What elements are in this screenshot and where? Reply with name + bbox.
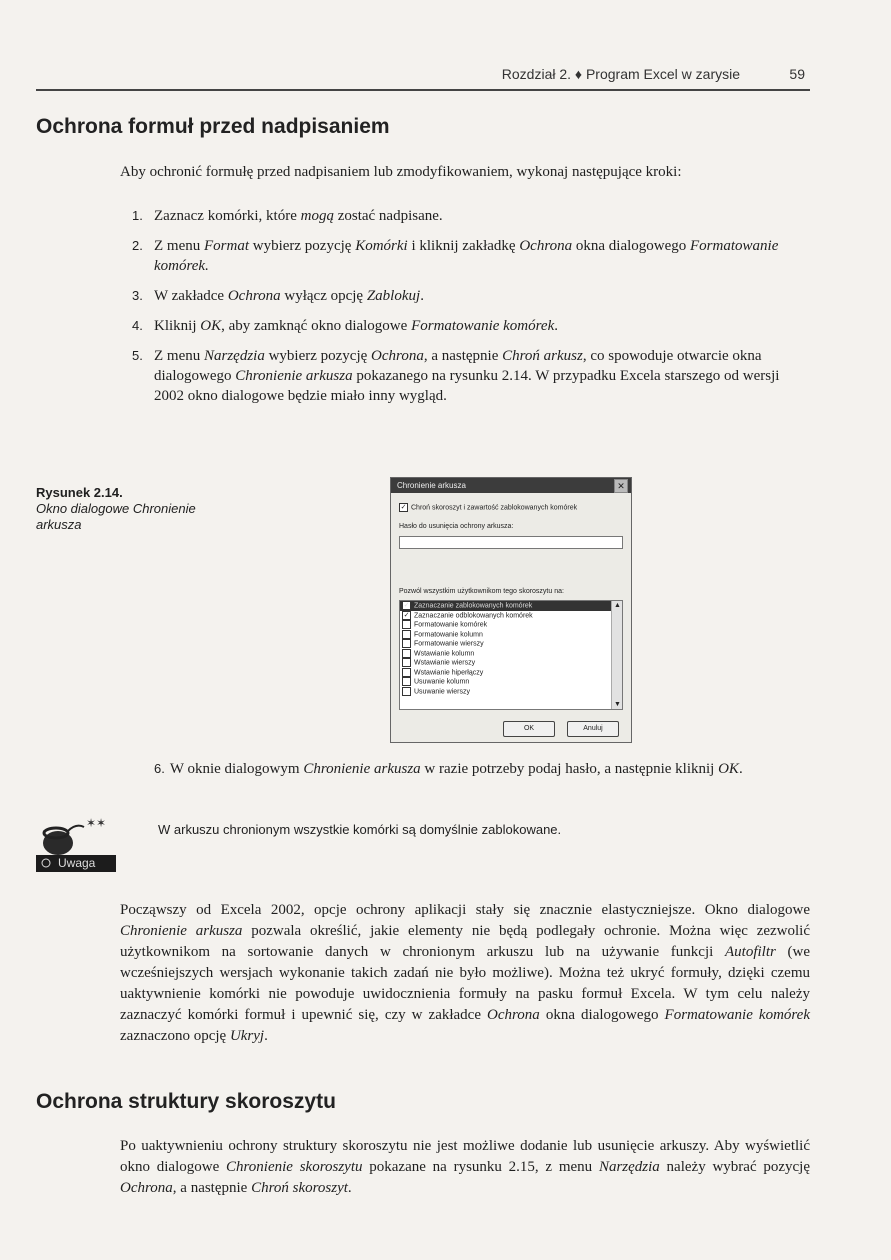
figure-caption (36, 485, 226, 533)
permission-checkbox[interactable] (402, 620, 411, 629)
figure-description: Okno dialogowe Chronienie arkusza (36, 501, 196, 532)
permission-item[interactable] (400, 639, 622, 649)
permission-checkbox[interactable] (402, 677, 411, 686)
section-title-formula-protection: Ochrona formuł przed nadpisaniem (36, 115, 390, 138)
permission-label: Wstawianie hiperłączy (414, 668, 484, 676)
step-text: W oknie dialogowym Chronienie arkusza w razie potrzeby podaj hasło, a następnie kliknij OK. (169, 761, 743, 777)
protect-option[interactable] (399, 503, 577, 512)
permission-item[interactable] (400, 687, 622, 697)
intro-paragraph: Aby ochronić formułę przed nadpisaniem lub zmodyfikowaniem, wykonaj następujące kroki: (120, 164, 682, 180)
note-label: Uwaga (58, 856, 96, 870)
dialog-title: Chronienie arkusza (397, 481, 466, 490)
permission-checkbox[interactable]: ✓ (403, 602, 410, 609)
permission-checkbox[interactable] (402, 630, 411, 639)
permission-checkbox[interactable]: ✓ (403, 611, 410, 619)
step-text: Kliknij OK, aby zamknąć okno dialogowe Formatowanie komórek. (154, 318, 558, 334)
permission-label: Zaznaczanie zablokowanych komórek (414, 602, 533, 610)
protect-checkbox[interactable]: ✓ (400, 504, 407, 511)
scroll-up-icon[interactable]: ▲ (614, 602, 621, 609)
permission-checkbox[interactable] (402, 687, 411, 696)
step-number: 4. (132, 318, 143, 333)
note-icon (36, 813, 122, 873)
section-title-workbook-protection: Ochrona struktury skoroszytu (36, 1090, 336, 1113)
permission-item[interactable] (400, 658, 622, 668)
step-number: 6. (154, 761, 165, 776)
permission-label: Usuwanie wierszy (414, 687, 471, 695)
step-text: Z menu Narzędzia wybierz pozycję Ochrona, a następnie Chroń arkusz, co spowoduje otwarcie okna dialogowego Chronienie arkusza pokazanego na rysunku 2.14. W przypadku Excela starszego od wersji 2002 okno dialogowe będzie miało inny wygląd. (154, 348, 780, 404)
step-item (132, 206, 792, 226)
note-text: W arkuszu chronionym wszystkie komórki są domyślnie zablokowane. (158, 822, 562, 837)
permission-label: Usuwanie kolumn (414, 678, 470, 686)
permission-item[interactable] (400, 677, 622, 687)
workbook-protection-paragraph: Po uaktywnieniu ochrony struktury skoroszytu nie jest możliwe dodanie lub usunięcie arkuszy. Aby wyświetlić okno dialogowe Chronienie skoroszytu pokazane na rysunku 2.15, z menu Narzędzia należy wybrać pozycję Ochrona, a następnie Chroń skoroszyt. (120, 1138, 811, 1196)
permission-checkbox[interactable] (402, 649, 411, 658)
page-number: 59 (789, 66, 805, 82)
step-number: 3. (132, 288, 143, 303)
header-rule (36, 89, 810, 91)
step-text: W zakładce Ochrona wyłącz opcję Zablokuj. (154, 288, 424, 304)
allow-label: Pozwól wszystkim użytkownikom tego skoroszytu na: (399, 588, 564, 595)
permission-label: Wstawianie kolumn (414, 649, 475, 657)
protection-options-paragraph: Począwszy od Excela 2002, opcje ochrony aplikacji stały się znacznie elastyczniejsze. Okno dialogowe Chronienie arkusza pozwala określić, jakie elementy nie będą podlegały ochronie. Można więc zezwolić użytkownikom na sortowanie danych w chronionym arkuszu lub na używanie funkcji Autofiltr (we wcześniejszych wersjach wykonanie takich zadań nie było możliwe). Można też ukryć formuły, dzięki czemu uaktywnienie komórki nie powoduje uwidocznienia formuły na pasku formuł Excela. W tym celu należy zaznaczyć komórki formuł i upewnić się, czy w zakładce Ochrona okna dialogowego Formatowanie komórek zaznaczono opcję Ukryj. (120, 902, 810, 1044)
permission-checkbox[interactable] (402, 658, 411, 667)
chapter-title: Rozdział 2. ♦ Program Excel w zarysie (501, 66, 740, 82)
figure-label: Rysunek 2.14. (36, 485, 123, 500)
protect-option-label: Chroń skoroszyt i zawartość zablokowanych komórek (411, 504, 578, 512)
dialog-titlebar (391, 478, 631, 493)
permission-checkbox[interactable] (402, 668, 411, 677)
permission-checkbox[interactable] (402, 639, 411, 648)
scroll-down-icon[interactable]: ▼ (614, 701, 621, 708)
list-scrollbar[interactable] (611, 601, 622, 709)
cancel-button[interactable]: Anuluj (567, 721, 619, 737)
permission-item[interactable] (400, 630, 622, 640)
step-item (132, 286, 792, 306)
step-text: Z menu Format wybierz pozycję Komórki i kliknij zakładkę Ochrona okna dialogowego Formatowanie komórek. (154, 238, 779, 274)
permission-item[interactable] (400, 649, 622, 659)
close-icon[interactable]: ✕ (614, 479, 628, 493)
permission-item[interactable] (400, 668, 622, 678)
permission-label: Formatowanie komórek (414, 621, 488, 629)
step-item (132, 316, 792, 336)
step-number: 5. (132, 348, 143, 363)
permission-item[interactable] (400, 620, 622, 630)
step-number: 1. (132, 208, 143, 223)
protect-sheet-dialog (390, 477, 632, 743)
step-item (132, 236, 792, 276)
step-number: 2. (132, 238, 143, 253)
password-input[interactable] (399, 536, 623, 549)
permission-item[interactable] (400, 611, 622, 621)
svg-text:✶✶: ✶✶ (86, 816, 107, 830)
permissions-list[interactable] (399, 600, 623, 710)
permission-label: Wstawianie wierszy (414, 659, 476, 667)
step-item (132, 346, 792, 406)
ok-button[interactable]: OK (503, 721, 555, 737)
password-label: Hasło do usunięcia ochrony arkusza: (399, 523, 514, 530)
steps-list (132, 206, 792, 416)
permission-label: Zaznaczanie odblokowanych komórek (414, 611, 533, 619)
step-text: Zaznacz komórki, które mogą zostać nadpisane. (154, 208, 443, 224)
permission-item[interactable] (400, 601, 622, 611)
step-6 (154, 759, 794, 779)
permission-label: Formatowanie wierszy (414, 640, 484, 648)
permission-label: Formatowanie kolumn (414, 630, 483, 638)
